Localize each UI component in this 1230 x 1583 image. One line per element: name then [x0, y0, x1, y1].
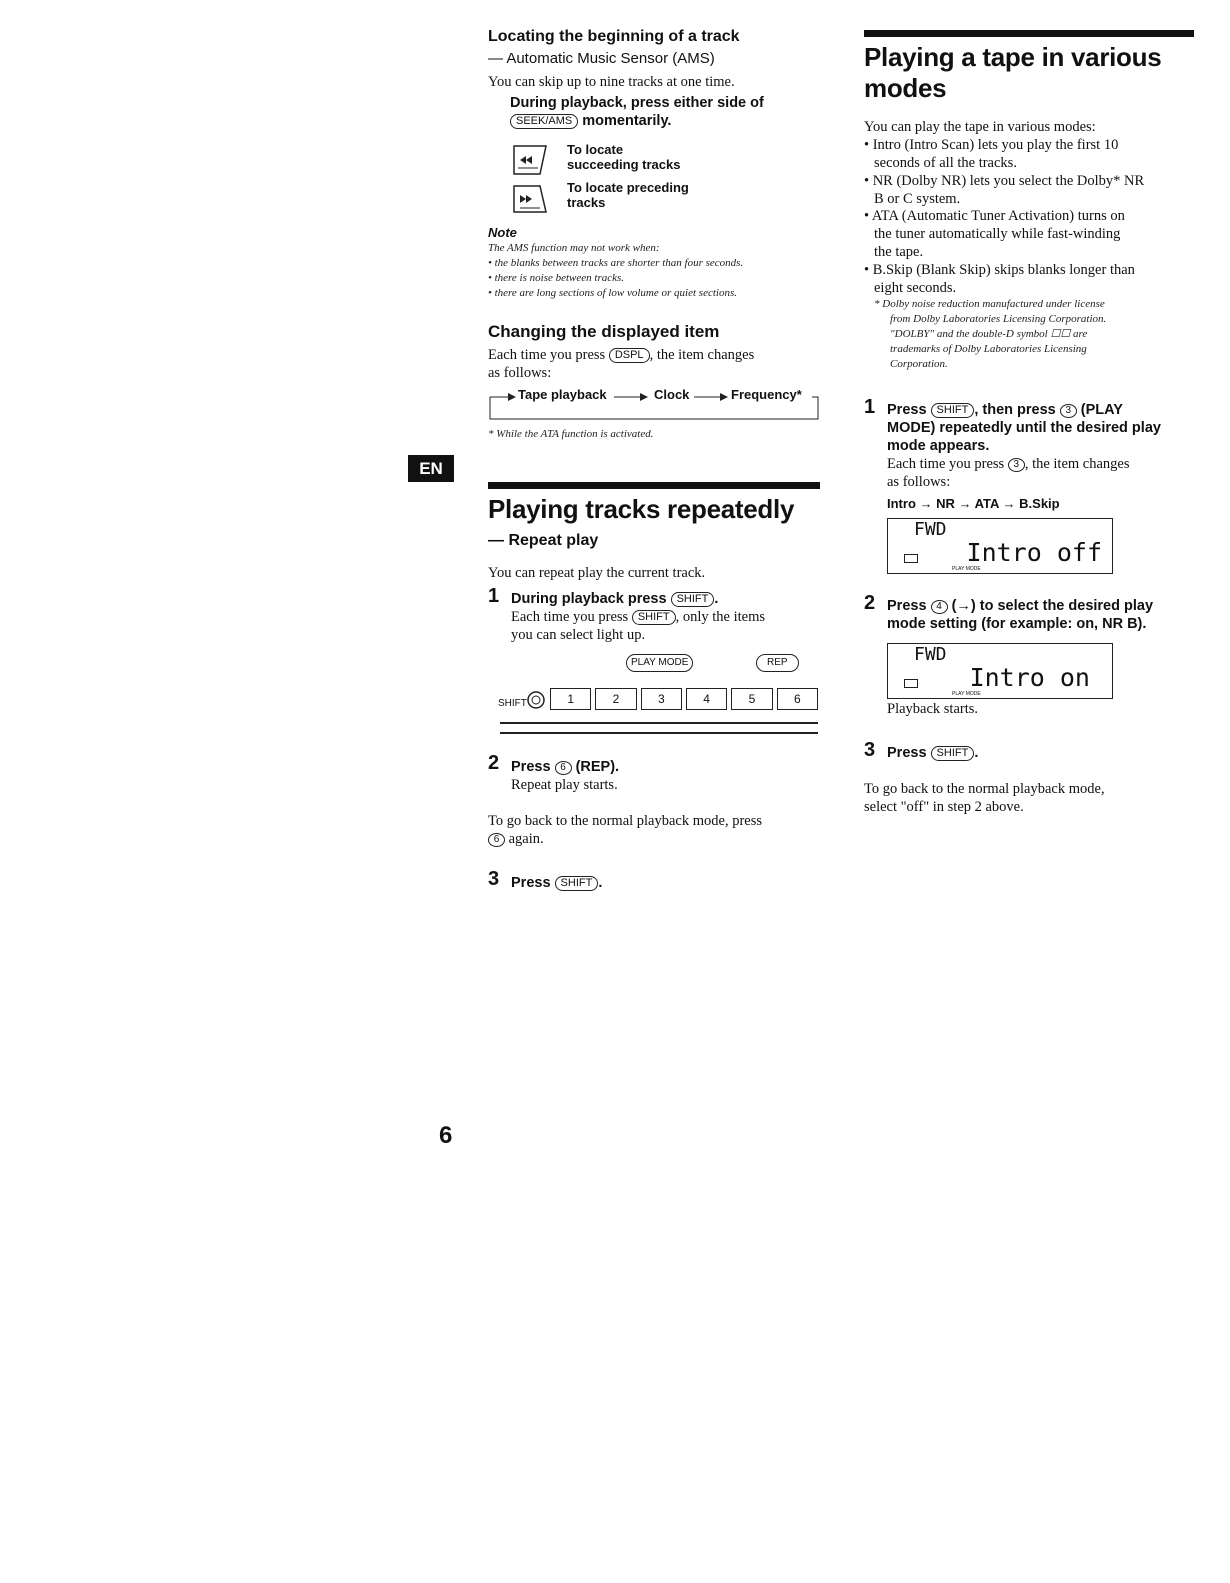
- locate-succeeding-label-1: To locate: [567, 142, 624, 157]
- display-footnote: * While the ATA function is activated.: [488, 428, 654, 440]
- tape-back-line2: select "off" in step 2 above.: [864, 799, 1024, 815]
- section-rule: [864, 30, 1194, 37]
- dolby-note-line: from Dolby Laboratories Licensing Corporation.: [890, 313, 1107, 325]
- tape-step1-instruction-line2: MODE) repeatedly until the desired play: [887, 420, 1161, 436]
- button-3: 3: [1060, 404, 1077, 418]
- repeat-step1-body-line1: Each time you press SHIFT , only the items: [511, 609, 766, 625]
- mode-bullet-line: eight seconds.: [874, 280, 957, 296]
- tape-step1-instruction-line1: Press SHIFT , then press 3 (PLAY: [887, 402, 1123, 418]
- lcd-play-mode-label: PLAY MODE: [952, 691, 981, 697]
- tape-step3-instruction: Press SHIFT .: [887, 745, 979, 761]
- lcd-main-text: Intro on: [969, 663, 1090, 692]
- step-number: 3: [488, 868, 500, 890]
- ams-heading: Locating the beginning of a track: [488, 28, 740, 45]
- button-4: 4: [931, 600, 948, 614]
- mode-bullet-line: the tape.: [874, 244, 924, 260]
- mode-bullet-line: • B.Skip (Blank Skip) skips blanks longer than: [864, 262, 1135, 278]
- lcd-display-intro-off: [887, 518, 1113, 574]
- page-number: 6: [439, 1122, 453, 1149]
- tape-icon: [904, 679, 918, 688]
- mode-bullet-line: seconds of all the tracks.: [874, 155, 1017, 171]
- lcd-fwd-indicator: FWD: [914, 644, 947, 665]
- mode-bullet-line: B or C system.: [874, 191, 961, 207]
- step-number: 2: [488, 752, 500, 774]
- tape-step1-body-line2: as follows:: [887, 474, 951, 490]
- tape-back-line1: To go back to the normal playback mode,: [864, 781, 1105, 797]
- shift-key-icon: [526, 690, 546, 710]
- shift-button: SHIFT: [632, 610, 676, 625]
- preset-key: 5: [731, 688, 772, 710]
- lcd-display-intro-on: [887, 643, 1113, 699]
- rep-key: REP: [756, 654, 799, 672]
- tape-step2-body: Playback starts.: [887, 701, 979, 717]
- ams-instruction-line1: During playback, press either side of: [510, 95, 764, 111]
- button-3: 3: [1008, 458, 1025, 472]
- shift-button: SHIFT: [671, 592, 715, 607]
- language-badge: EN: [408, 455, 454, 482]
- note-intro: The AMS function may not work when:: [488, 242, 660, 254]
- lcd-play-mode-label: PLAY MODE: [952, 566, 981, 572]
- dolby-note-line: "DOLBY" and the double-D symbol ☐☐ are: [890, 328, 1088, 340]
- repeat-step2-body: Repeat play starts.: [511, 777, 618, 793]
- preset-key: 2: [595, 688, 636, 710]
- lcd-fwd-indicator: FWD: [914, 519, 947, 540]
- dolby-note-line: trademarks of Dolby Laboratories Licensing: [890, 343, 1087, 355]
- button-6: 6: [488, 833, 505, 847]
- mode-flow: Intro → NR → ATA → B.Skip: [887, 496, 1060, 511]
- mode-bullet-line: • NR (Dolby NR) lets you select the Dolby* NR: [864, 173, 1145, 189]
- step-number: 3: [864, 739, 876, 761]
- preset-key: 4: [686, 688, 727, 710]
- tape-modes-heading-line1: Playing a tape in various: [864, 42, 1162, 72]
- button-6: 6: [555, 761, 572, 775]
- display-body-line2: as follows:: [488, 365, 552, 381]
- shift-button: SHIFT: [931, 403, 975, 418]
- locate-preceding-label-1: To locate preceding: [567, 180, 689, 195]
- mode-bullet-line: • Intro (Intro Scan) lets you play the first 10: [864, 137, 1119, 153]
- repeat-subheading: — Repeat play: [488, 532, 599, 549]
- display-heading: Changing the displayed item: [488, 322, 720, 341]
- repeat-step1-instruction: During playback press SHIFT .: [511, 591, 719, 607]
- step-number: 1: [488, 585, 500, 607]
- ams-subheading: — Automatic Music Sensor (AMS): [488, 50, 715, 67]
- seek-backward-icon: [510, 182, 550, 216]
- shift-key-label: SHIFT: [498, 698, 527, 709]
- repeat-intro: You can repeat play the current track.: [488, 565, 706, 581]
- repeat-heading: Playing tracks repeatedly: [488, 494, 795, 524]
- tape-step2-instruction-line2: mode setting (for example: on, NR B).: [887, 616, 1147, 632]
- control-panel-illustration: [496, 650, 818, 740]
- panel-edge-line: [500, 732, 818, 734]
- seek-forward-icon: [510, 138, 550, 178]
- preset-key-row: [550, 688, 818, 710]
- shift-button: SHIFT: [931, 746, 975, 761]
- preset-key: 1: [550, 688, 591, 710]
- step-number: 2: [864, 592, 876, 614]
- tape-modes-heading-line2: modes: [864, 73, 947, 103]
- play-mode-key: PLAY MODE: [626, 654, 693, 672]
- repeat-back-line2: 6 again.: [488, 830, 544, 848]
- panel-edge-line: [500, 722, 818, 724]
- dspl-button: DSPL: [609, 348, 650, 363]
- step-number: 1: [864, 396, 876, 418]
- ams-instruction-line2: SEEK/AMS momentarily.: [510, 112, 671, 130]
- seek-ams-button: SEEK/AMS: [510, 114, 578, 129]
- mode-bullet-line: the tuner automatically while fast-winding: [874, 226, 1121, 242]
- dolby-note-line: * Dolby noise reduction manufactured under license: [874, 298, 1105, 310]
- tape-step1-instruction-line3: mode appears.: [887, 438, 990, 454]
- ams-intro: You can skip up to nine tracks at one time.: [488, 74, 735, 90]
- lcd-main-text: Intro off: [966, 538, 1102, 567]
- note-title: Note: [488, 225, 517, 240]
- mode-bullet-line: • ATA (Automatic Tuner Activation) turns on: [864, 208, 1125, 224]
- note-item: • the blanks between tracks are shorter than four seconds.: [488, 257, 744, 269]
- flow-frequency: Frequency*: [731, 387, 802, 402]
- tape-step1-body-line1: Each time you press 3 , the item changes: [887, 456, 1130, 472]
- repeat-step1-body-line2: you can select light up.: [511, 627, 646, 643]
- tape-modes-intro: You can play the tape in various modes:: [864, 119, 1096, 135]
- locate-preceding-label-2: tracks: [567, 195, 606, 210]
- repeat-back-line1: To go back to the normal playback mode, press: [488, 813, 763, 829]
- preset-key: 6: [777, 688, 818, 710]
- shift-button: SHIFT: [555, 876, 599, 891]
- locate-succeeding-label-2: succeeding tracks: [567, 157, 681, 172]
- preset-key: 3: [641, 688, 682, 710]
- tape-icon: [904, 554, 918, 563]
- note-item: • there are long sections of low volume or quiet sections.: [488, 287, 737, 299]
- dolby-note-line: Corporation.: [890, 358, 948, 370]
- section-rule: [488, 482, 820, 489]
- flow-clock: Clock: [654, 387, 690, 402]
- repeat-step2-instruction: Press 6 (REP).: [511, 759, 620, 775]
- flow-tape-playback: Tape playback: [518, 387, 607, 402]
- note-item: • there is noise between tracks.: [488, 272, 625, 284]
- repeat-step3-instruction: Press SHIFT .: [511, 875, 603, 891]
- tape-step2-instruction-line1: Press 4 (→) to select the desired play: [887, 598, 1154, 614]
- display-body-line1: Each time you press DSPL , the item changes: [488, 347, 755, 363]
- display-flow-diagram: [488, 385, 820, 423]
